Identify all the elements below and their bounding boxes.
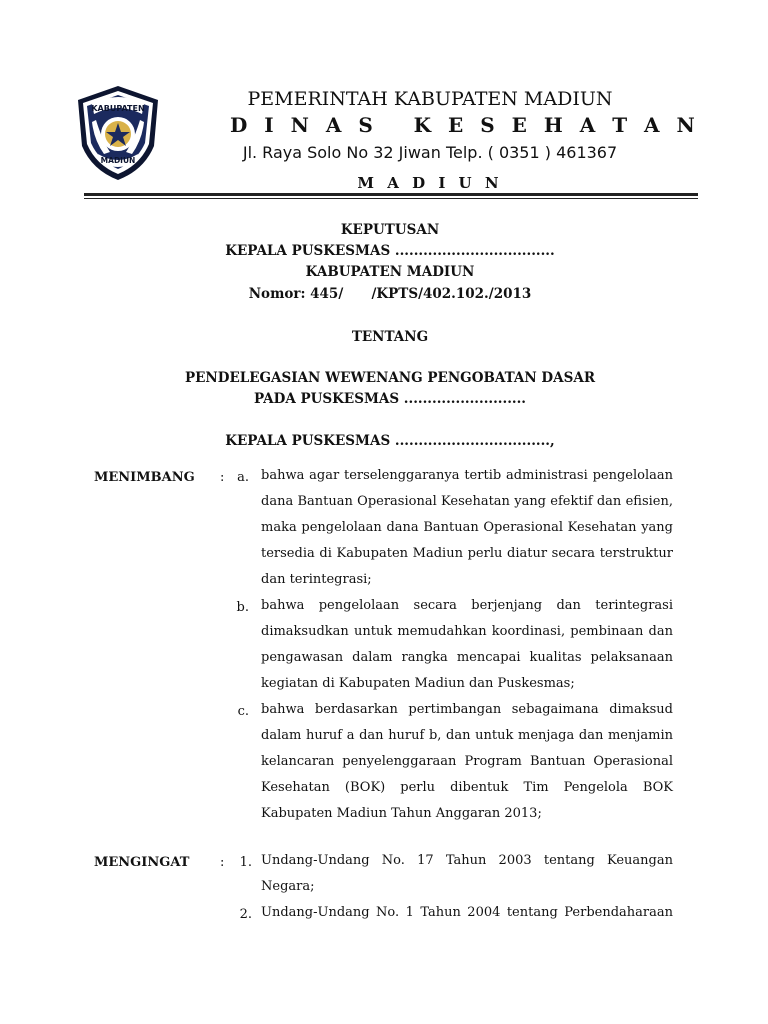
list-item-text: Undang-Undang No. 1 Tahun 2004 tentang Perbendaharaan bbox=[261, 905, 673, 920]
section-label-mengingat: MENGINGAT bbox=[94, 855, 190, 870]
title-subject-location: PADA PUSKESMAS .......................... bbox=[253, 391, 527, 407]
letterhead-rule-thick bbox=[84, 193, 698, 196]
list-item-text: bahwa pengelolaan secara berjenjang dan terintegrasi dimaksudkan untuk memudahkan koordinasi, pembinaan dan pengawasan dalam rangka mencapai kualitas pelaksanaan kegiatan di Kabupaten Madiun dan Puskesmas; bbox=[261, 598, 673, 691]
letterhead-rule-thin bbox=[84, 198, 698, 199]
kabupaten-madiun-seal-logo bbox=[74, 84, 162, 182]
list-item-text: bahwa agar terselenggaranya tertib administrasi pengelolaan dana Bantuan Operasional Kesehatan yang efektif dan efisien, maka pengelolaan dana Bantuan Operasional Kesehatan yang tersedia di Kabupaten Madiun perlu diatur secara terstruktur dan terintegrasi; bbox=[261, 468, 673, 587]
title-tentang: TENTANG bbox=[351, 329, 429, 345]
letterhead-government: PEMERINTAH KABUPATEN MADIUN bbox=[247, 88, 613, 110]
title-kepala-puskesmas: KEPALA PUSKESMAS .................................. bbox=[225, 243, 555, 259]
list-marker: b. bbox=[236, 600, 249, 615]
title-issuer: KEPALA PUSKESMAS ................................., bbox=[225, 433, 555, 449]
letterhead bbox=[230, 86, 700, 193]
letterhead-agency: D I N A S K E S E H A T A N bbox=[230, 113, 700, 137]
list-marker: a. bbox=[237, 470, 249, 485]
list-item-text: bahwa berdasarkan pertimbangan sebagaimana dimaksud dalam huruf a dan huruf b, dan untuk menjaga dan menjamin kelancaran penyelenggaraan Program Bantuan Operasional Kesehatan (BOK) perlu dibentuk Tim Pengelola BOK Kabupaten Madiun Tahun Anggaran 2013; bbox=[261, 702, 673, 821]
title-nomor: Nomor: 445/ /KPTS/402.102./2013 bbox=[248, 286, 532, 302]
list-marker: 1. bbox=[239, 855, 252, 870]
section-label-menimbang: MENIMBANG bbox=[94, 470, 195, 485]
svg-text:MADIUN: MADIUN bbox=[100, 156, 136, 165]
letterhead-address: Jl. Raya Solo No 32 Jiwan Telp. ( 0351 ) 461367 bbox=[242, 143, 618, 162]
list-marker: c. bbox=[237, 704, 249, 719]
title-keputusan: KEPUTUSAN bbox=[340, 222, 440, 238]
title-kabupaten: KABUPATEN MADIUN bbox=[305, 264, 475, 280]
svg-text:KABUPATEN: KABUPATEN bbox=[91, 104, 145, 113]
section-colon: : bbox=[220, 470, 225, 485]
section-colon: : bbox=[220, 855, 225, 870]
title-subject: PENDELEGASIAN WEWENANG PENGOBATAN DASAR bbox=[184, 370, 596, 386]
list-marker: 2. bbox=[239, 907, 252, 922]
list-item-text: Undang-Undang No. 17 Tahun 2003 tentang Keuangan Negara; bbox=[261, 853, 673, 894]
letterhead-city: M A D I U N bbox=[357, 174, 503, 192]
